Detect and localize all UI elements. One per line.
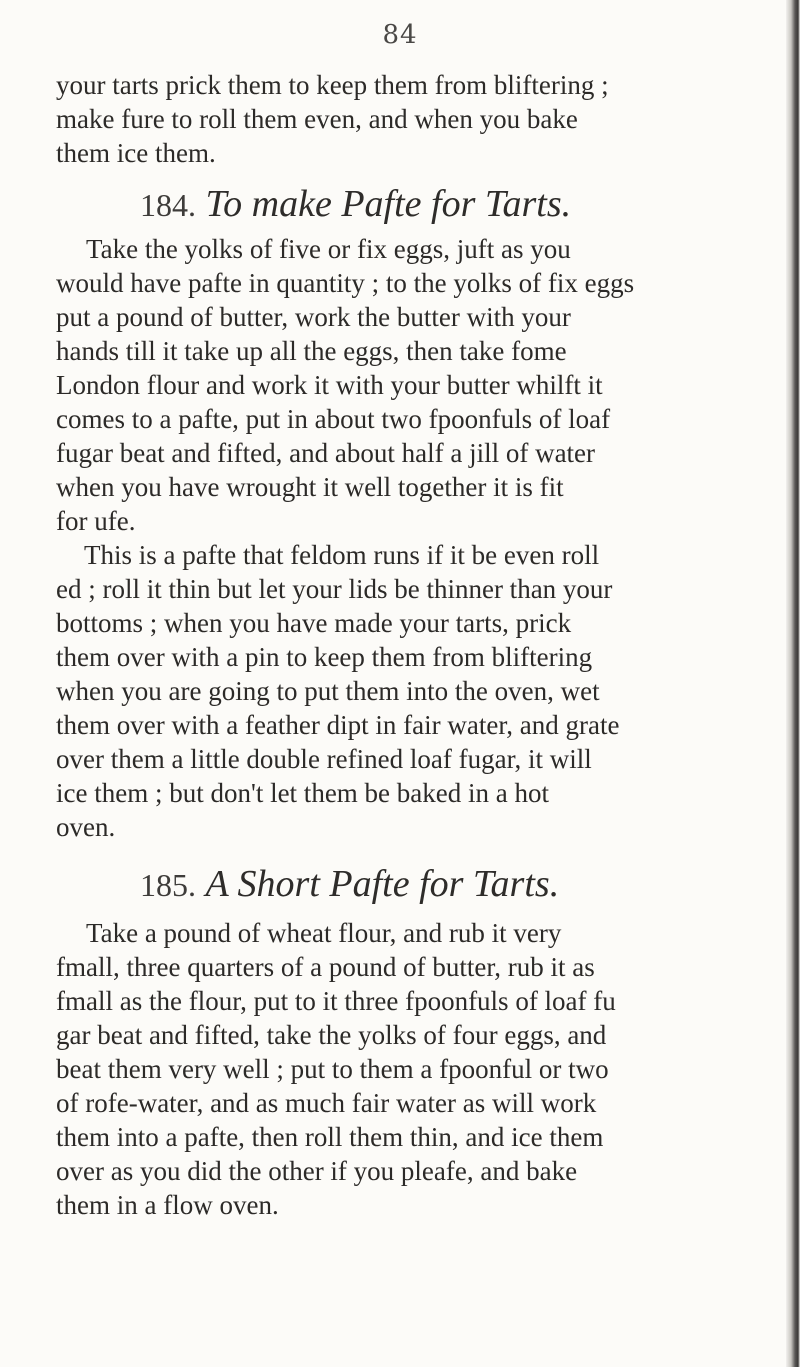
- text-line: them over with a pin to keep them from bliftering: [56, 642, 593, 672]
- text-line: over as you did the other if you pleafe, and bake: [56, 1156, 578, 1186]
- text-line: them over with a feather dipt in fair water, and grate: [56, 710, 620, 740]
- text-line: put a pound of butter, work the butter with your: [56, 302, 571, 332]
- text-line: fugar beat and fifted, and about half a jill of water: [56, 438, 596, 468]
- text-line: fmall, three quarters of a pound of butter, rub it as: [56, 952, 595, 982]
- text-line: your tarts prick them to keep them from bliftering ;: [56, 70, 609, 100]
- text-line: for ufe.: [56, 506, 136, 536]
- text-line: fmall as the flour, put to it three fpoonfuls of loaf fu: [56, 986, 616, 1016]
- text-line: ice them ; but don't let them be baked in a hot: [56, 778, 549, 808]
- text-line: them ice them.: [56, 138, 216, 168]
- recipe-185-number: 185.: [140, 867, 196, 903]
- recipe-185-title: A Short Pafte for Tarts.: [205, 863, 560, 905]
- text-line: when you are going to put them into the oven, wet: [56, 676, 600, 706]
- text-line: gar beat and fifted, take the yolks of four eggs, and: [56, 1020, 607, 1050]
- recipe-184-number: 184.: [140, 187, 196, 223]
- text-line: This is a pafte that feldom runs if it be even roll: [84, 540, 600, 570]
- recipe-184-title: To make Pafte for Tarts.: [205, 183, 572, 225]
- text-line: comes to a pafte, put in about two fpoonfuls of loaf: [56, 404, 611, 434]
- text-line: ed ; roll it thin but let your lids be thinner than your: [56, 574, 613, 604]
- text-line: them into a pafte, then roll them thin, and ice them: [56, 1122, 604, 1152]
- text-line: hands till it take up all the eggs, then take fome: [56, 336, 567, 366]
- text-line: when you have wrought it well together it is fit: [56, 472, 564, 502]
- recipe-185-heading: [140, 862, 559, 907]
- text-line: London flour and work it with your butter whilft it: [56, 370, 603, 400]
- text-line: bottoms ; when you have made your tarts, prick: [56, 608, 572, 638]
- text-line: over them a little double refined loaf fugar, it will: [56, 744, 592, 774]
- text-line: Take the yolks of five or fix eggs, juft as you: [86, 234, 571, 264]
- text-line: would have pafte in quantity ; to the yolks of fix eggs: [56, 268, 635, 298]
- text-line: them in a flow oven.: [56, 1190, 279, 1220]
- text-line: Take a pound of wheat flour, and rub it very: [86, 918, 562, 948]
- recipe-184-heading: [140, 182, 571, 227]
- text-line: of rofe-water, and as much fair water as will work: [56, 1088, 597, 1118]
- text-line: oven.: [56, 812, 116, 842]
- text-line: make fure to roll them even, and when you bake: [56, 104, 578, 134]
- page-binding-edge: [786, 0, 800, 1367]
- page-number: 84: [382, 20, 418, 50]
- text-line: beat them very well ; put to them a fpoonful or two: [56, 1054, 609, 1084]
